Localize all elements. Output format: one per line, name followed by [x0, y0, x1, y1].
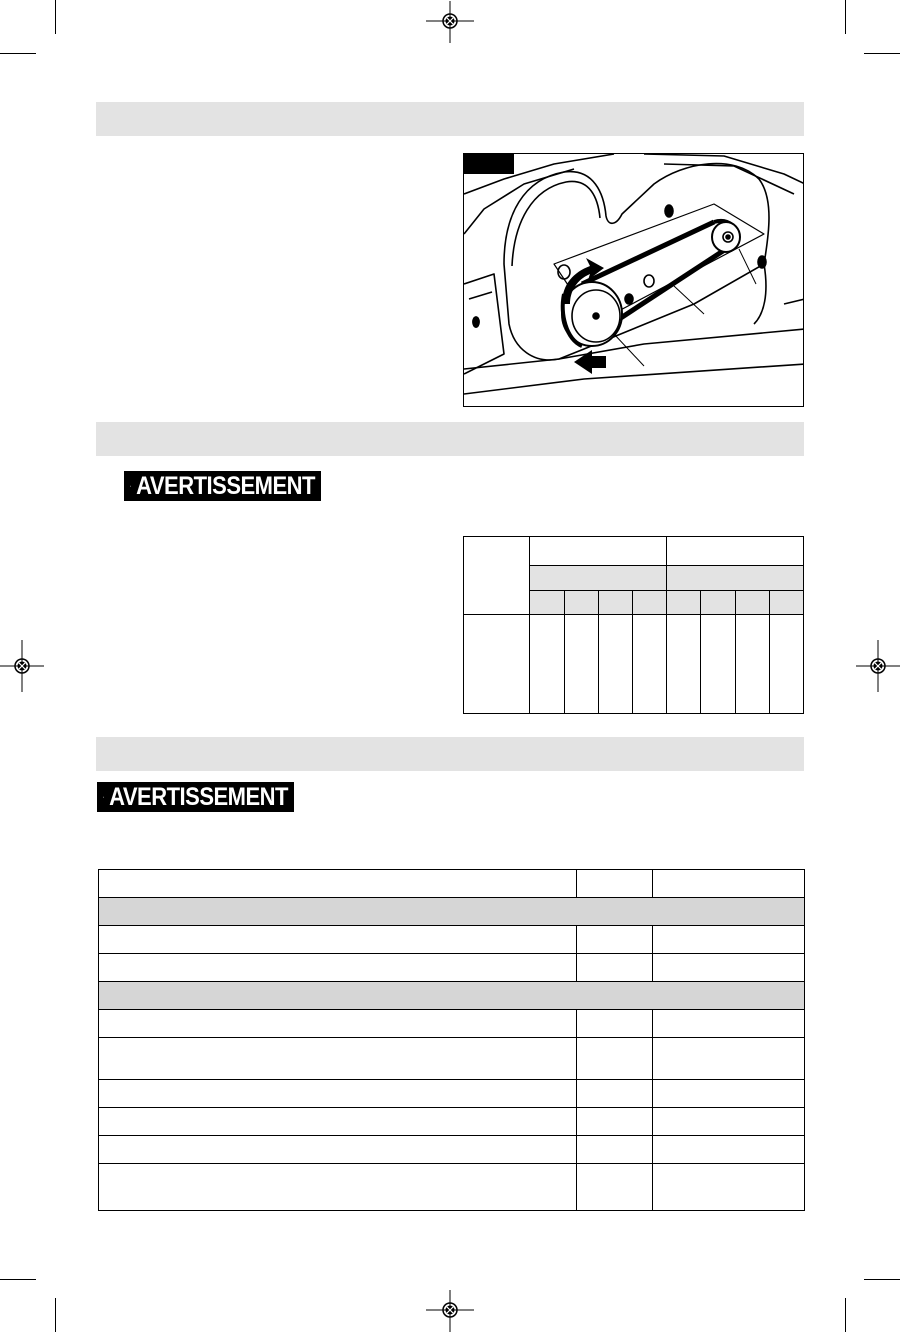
table-cell	[577, 1038, 653, 1080]
table-cell	[653, 1010, 805, 1038]
table-cell	[632, 615, 666, 714]
crop-mark	[55, 1298, 56, 1332]
table-cell	[598, 591, 632, 615]
warning-triangle-icon	[103, 788, 104, 806]
table-cell	[653, 1108, 805, 1136]
crop-mark	[55, 0, 56, 34]
table-cell	[577, 1164, 653, 1211]
table-cell	[577, 1108, 653, 1136]
table-cell	[577, 1136, 653, 1164]
speed-table	[463, 536, 804, 714]
belt-sander-figure	[463, 153, 804, 407]
table-cell	[598, 615, 632, 714]
table-cell	[769, 615, 803, 714]
table-cell	[653, 870, 805, 898]
crop-mark	[0, 1279, 36, 1280]
table-cell	[530, 591, 564, 615]
table-cell	[464, 537, 530, 615]
table-cell	[577, 1010, 653, 1038]
table-cell	[701, 615, 735, 714]
registration-target-icon	[0, 640, 44, 692]
section-header-bar	[96, 102, 804, 136]
warning-badge	[97, 782, 294, 812]
table-cell	[99, 1010, 577, 1038]
crop-mark	[864, 53, 900, 54]
warning-badge-label: AVERTISSEMENT	[136, 471, 315, 500]
table-cell	[464, 615, 530, 714]
warning-triangle-icon	[130, 477, 131, 495]
crop-mark	[845, 1298, 846, 1332]
table-cell	[99, 1136, 577, 1164]
table-cell	[735, 615, 769, 714]
warning-badge-label: AVERTISSEMENT	[109, 782, 288, 811]
registration-target-icon	[426, 1290, 474, 1332]
registration-target-icon	[856, 640, 900, 692]
table-cell	[667, 566, 804, 591]
table-cell	[530, 537, 667, 566]
table-cell	[667, 537, 804, 566]
table-cell	[769, 591, 803, 615]
table-group-row	[99, 898, 805, 926]
crop-mark	[0, 53, 36, 54]
table-cell	[632, 591, 666, 615]
table-cell	[99, 870, 577, 898]
table-cell	[564, 591, 598, 615]
table-group-row	[99, 982, 805, 1010]
table-cell	[653, 1038, 805, 1080]
section-header-bar	[96, 422, 804, 456]
table-cell	[530, 566, 667, 591]
table-cell	[577, 1080, 653, 1108]
belt-sander-pulley-drawing	[464, 154, 804, 407]
table-cell	[577, 870, 653, 898]
table-cell	[653, 1164, 805, 1211]
table-cell	[667, 615, 701, 714]
registration-target-icon	[426, 1, 474, 43]
crop-mark	[864, 1279, 900, 1280]
table-cell	[653, 954, 805, 982]
crop-mark	[845, 0, 846, 34]
table-cell	[99, 1038, 577, 1080]
table-cell	[564, 615, 598, 714]
table-cell	[577, 926, 653, 954]
table-cell	[530, 615, 564, 714]
table-cell	[667, 591, 701, 615]
table-cell	[99, 954, 577, 982]
table-cell	[653, 1080, 805, 1108]
accessories-table	[98, 869, 805, 1211]
warning-badge	[124, 471, 321, 501]
table-cell	[653, 926, 805, 954]
table-cell	[99, 926, 577, 954]
table-cell	[99, 1080, 577, 1108]
table-cell	[99, 1108, 577, 1136]
table-cell	[99, 1164, 577, 1211]
table-cell	[577, 954, 653, 982]
table-cell	[653, 1136, 805, 1164]
section-header-bar	[96, 737, 804, 771]
table-cell	[701, 591, 735, 615]
table-cell	[735, 591, 769, 615]
